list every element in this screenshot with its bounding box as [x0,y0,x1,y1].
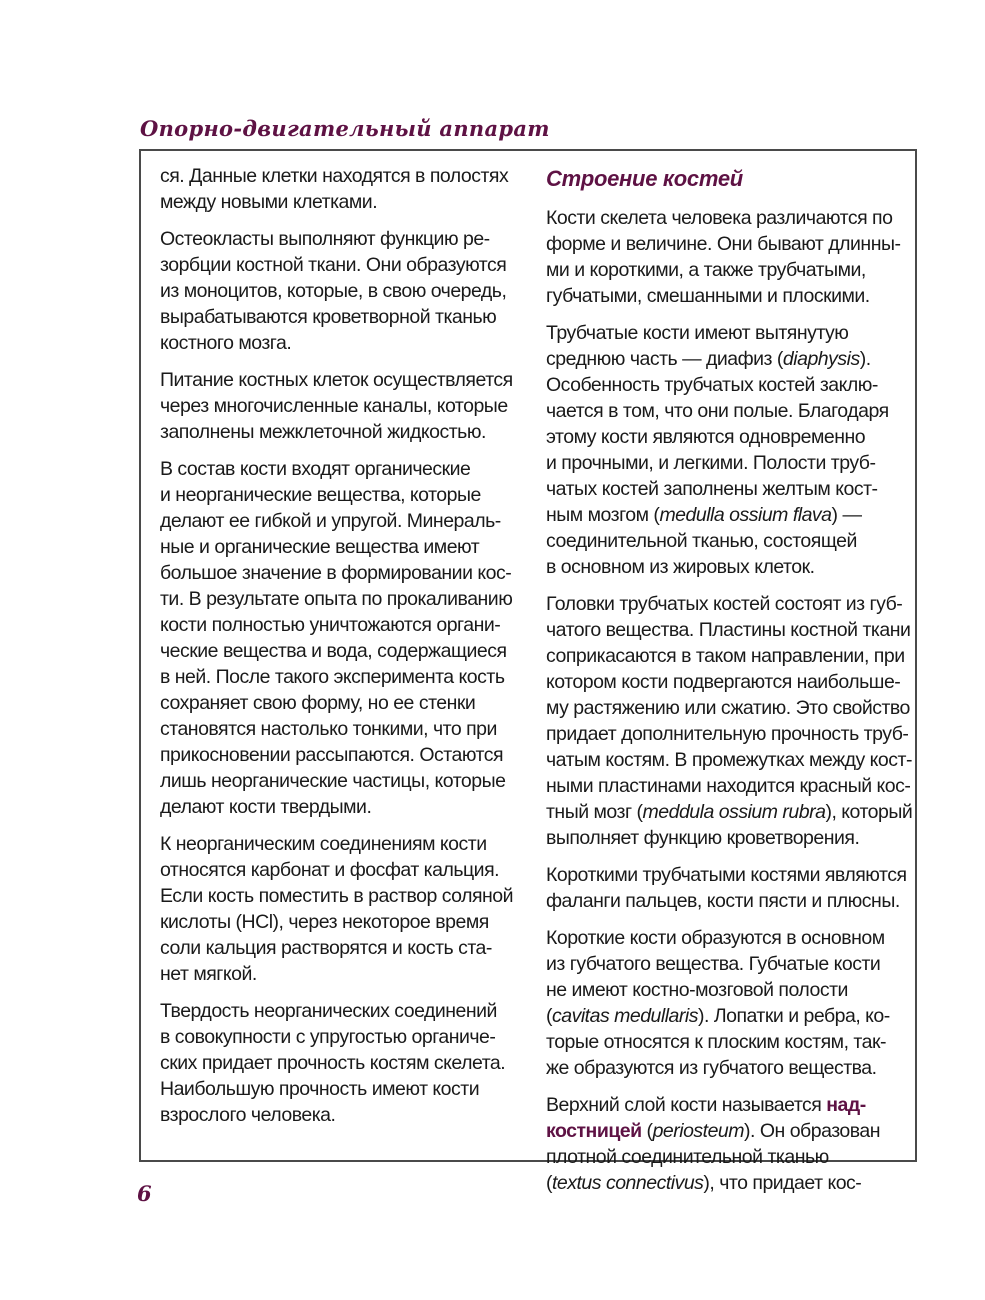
text-line: прикосновении рассыпаются. Остаются [160,744,504,766]
text-line: в основном из жировых клеток. [546,556,815,578]
text-line: сохраняет свою форму, но ее стенки [160,692,476,714]
text-line: чатым костям. В промежутках между кост- [546,749,912,771]
text-line: из моноцитов, которые, в свою очередь, [160,280,507,302]
text-line: вырабатываются кроветворной тканью [160,306,497,328]
text-line: котором кости подвергаются наибольше- [546,671,901,693]
right-column [546,163,913,1207]
text-line [546,346,906,372]
text-line: чатого вещества. Пластины костной ткани [546,619,911,641]
paragraph [546,320,906,580]
text-line: не имеют костно-мозговой полости [546,979,848,1001]
text-line: относятся карбонат и фосфат кальция. [160,859,500,881]
text-run: ). Лопатки и ребра, ко- [697,1005,890,1027]
text-run: ( [546,1172,552,1194]
text-line [546,799,913,825]
text-line: Остеокласты выполняют функцию ре- [160,228,490,250]
text-line: форме и величине. Они бывают длинны- [546,233,901,255]
text-line: соединительной тканью, состоящей [546,530,857,552]
text-line: выполняет функцию кроветворения. [546,827,860,849]
text-line: в ней. После такого эксперимента кость [160,666,505,688]
text-line: ти. В результате опыта по прокаливанию [160,588,513,610]
highlighted-term: костницей [546,1120,642,1142]
paragraph [160,163,526,215]
text-line: и прочными, и легкими. Полости труб- [546,452,876,474]
text-line [546,1170,906,1196]
running-head: Опорно-двигательный аппарат [140,116,550,141]
paragraph [546,591,913,851]
paragraph [546,925,906,1081]
text-line: ских придает прочность костям скелета. [160,1052,506,1074]
text-line: Твердость неорганических соединений [160,1000,497,1022]
latin-term: periosteum [652,1120,745,1142]
text-run: ). Он образован [744,1120,881,1142]
latin-term: medulla ossium flava [659,504,832,526]
text-line: плотной соединительной тканью [546,1146,829,1168]
text-line: же образуются из губчатого вещества. [546,1057,877,1079]
left-column [160,163,526,1139]
text-line: губчатыми, смешанными и плоскими. [546,285,870,307]
text-line: лишь неорганические частицы, которые [160,770,506,792]
text-line: заполнены межклеточной жидкостью. [160,421,486,443]
latin-term: meddula ossium rubra [642,801,826,823]
section-title: Строение костей [546,166,743,191]
paragraph [160,226,526,356]
text-line: делают ее гибкой и упругой. Минераль- [160,510,501,532]
text-line: фаланги пальцев, кости пясти и плюсны. [546,890,900,912]
text-run: ), что придает кос- [703,1172,862,1194]
text-line: К неорганическим соединениям кости [160,833,487,855]
page-number: 6 [137,1181,152,1206]
text-line: делают кости твердыми. [160,796,372,818]
text-line: ные и органические вещества имеют [160,536,480,558]
text-line: взрослого человека. [160,1104,336,1126]
text-line: ми и короткими, а также трубчатыми, [546,259,866,281]
highlighted-term: над- [826,1094,866,1116]
text-line: чатых костей заполнены желтым кост- [546,478,878,500]
paragraph [546,1092,906,1196]
text-line: большое значение в формировании кос- [160,562,512,584]
text-run: ) — [831,504,862,526]
text-line: ческие вещества и вода, содержащиеся [160,640,507,662]
text-line: этому кости являются одновременно [546,426,866,448]
text-line: становятся настолько тонкими, что при [160,718,497,740]
text-line: В состав кости входят органические [160,458,471,480]
text-line: ся. Данные клетки находятся в полостях [160,165,509,187]
text-line: придает дополнительную прочность труб- [546,723,909,745]
text-line: между новыми клетками. [160,191,378,213]
text-line: Трубчатые кости имеют вытянутую [546,322,849,344]
text-line: из губчатого вещества. Губчатые кости [546,953,881,975]
text-line: чается в том, что они полые. Благодаря [546,400,889,422]
paragraph [546,862,906,914]
paragraph [160,367,526,445]
text-line: Кости скелета человека различаются по [546,207,893,229]
text-line [546,1118,906,1144]
text-run: тный мозг ( [546,801,643,823]
text-line: Наибольшую прочность имеют кости [160,1078,480,1100]
text-line: и неорганические вещества, которые [160,484,481,506]
text-line: Головки трубчатых костей состоят из губ- [546,593,903,615]
text-line [546,1003,906,1029]
text-run: ). [859,348,871,370]
text-line: соприкасаются в таком направлении, при [546,645,905,667]
paragraph [546,205,906,309]
text-run: ( [546,1005,552,1027]
text-line [546,1092,906,1118]
text-line: кислоты (HCl), через некоторое время [160,911,489,933]
text-line: соли кальция растворятся и кость ста- [160,937,492,959]
text-line: Короткими трубчатыми костями являются [546,864,907,886]
text-run: ), который [825,801,913,823]
text-line: в совокупности с упругостью органиче- [160,1026,496,1048]
text-line: Короткие кости образуются в основном [546,927,885,949]
latin-term: diaphysis [782,348,860,370]
text-line: костного мозга. [160,332,292,354]
text-line: зорбции костной ткани. Они образуются [160,254,507,276]
paragraph [160,998,526,1128]
text-line: торые относятся к плоским костям, так- [546,1031,886,1053]
latin-term: cavitas medullaris [552,1005,698,1027]
text-run: среднюю часть — диафиз ( [546,348,783,370]
text-line: Если кость поместить в раствор соляной [160,885,514,907]
text-line: Особенность трубчатых костей заклю- [546,374,878,396]
text-line: нет мягкой. [160,963,257,985]
latin-term: textus connectivus [552,1172,704,1194]
text-run: ным мозгом ( [546,504,660,526]
text-line [546,502,906,528]
text-line: му растяжению или сжатию. Это свойство [546,697,910,719]
paragraph [160,456,526,820]
text-run: ( [641,1120,653,1142]
paragraph [160,831,526,987]
text-line: ными пластинами находится красный кос- [546,775,911,797]
text-run: Верхний слой кости называется [546,1094,827,1116]
text-line: Питание костных клеток осуществляется [160,369,513,391]
text-line: через многочисленные каналы, которые [160,395,508,417]
text-line: кости полностью уничтожаются органи- [160,614,501,636]
